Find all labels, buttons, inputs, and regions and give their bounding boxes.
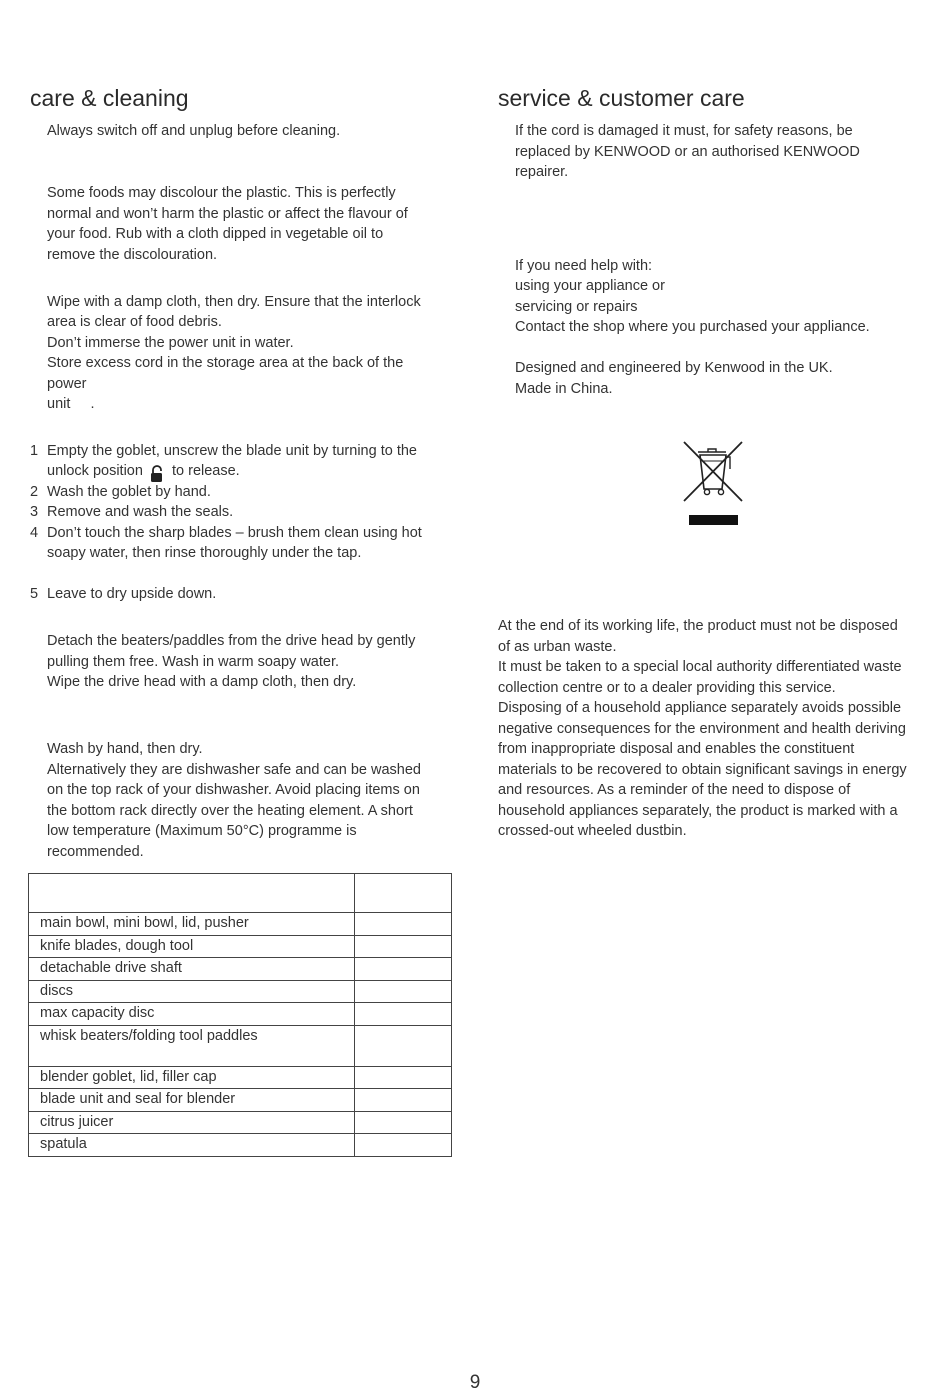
step-text: unlock position — [47, 463, 143, 479]
weee-line: crossed-out wheeled dustbin. — [498, 823, 687, 839]
step-number: 3 — [30, 504, 39, 520]
step-text: soapy water, then rinse thoroughly under the tap. — [47, 545, 362, 561]
table-header-row — [29, 874, 452, 913]
origin-line: Designed and engineered by Kenwood in the UK. — [515, 360, 833, 376]
table-row — [29, 1134, 452, 1157]
weee-line: from inappropriate disposal and enables the constituent — [498, 741, 855, 757]
other-parts-line: Wash by hand, then dry. — [47, 741, 203, 757]
table-row — [29, 1089, 452, 1112]
power-unit-line: power — [47, 376, 87, 392]
table-row — [29, 1111, 452, 1134]
cord-line: repairer. — [515, 164, 569, 180]
step-number: 1 — [30, 443, 39, 459]
table-cell — [355, 1066, 452, 1089]
step-text: Remove and wash the seals. — [47, 504, 234, 520]
crossed-out-wheeled-bin-icon — [680, 439, 746, 529]
weee-line: household appliances separately, the product is marked with a — [498, 803, 898, 819]
beaters-line: Wipe the drive head with a damp cloth, then dry. — [47, 674, 357, 690]
help-line: using your appliance or — [515, 278, 665, 294]
weee-line: and resources. As a reminder of the need to dispose of — [498, 782, 851, 798]
weee-line: collection centre or to a dealer providing this service. — [498, 680, 836, 696]
service-customer-care-heading: service & customer care — [498, 85, 745, 111]
unplug-instruction: Always switch off and unplug before cleaning. — [47, 123, 341, 139]
parts-table — [28, 873, 452, 1157]
unlock-padlock-icon — [150, 465, 164, 483]
help-line: Contact the shop where you purchased your appliance. — [515, 319, 870, 335]
step-text: Empty the goblet, unscrew the blade unit by turning to the — [47, 443, 417, 459]
table-cell — [355, 1089, 452, 1112]
weee-line: Disposing of a household appliance separately avoids possible — [498, 700, 902, 716]
weee-line: of as urban waste. — [498, 639, 617, 655]
discolour-line: Some foods may discolour the plastic. This is perfectly — [47, 185, 396, 201]
part-name: knife blades, dough tool — [29, 935, 355, 958]
discolour-line: your food. Rub with a cloth dipped in vegetable oil to — [47, 226, 384, 242]
beaters-line: Detach the beaters/paddles from the drive head by gently — [47, 633, 416, 649]
table-cell — [355, 935, 452, 958]
care-cleaning-heading: care & cleaning — [30, 85, 189, 111]
discolour-line: normal and won’t harm the plastic or affect the flavour of — [47, 206, 408, 222]
cord-line: If the cord is damaged it must, for safety reasons, be — [515, 123, 853, 139]
step-text: Leave to dry upside down. — [47, 586, 217, 602]
other-parts-line: low temperature (Maximum 50°C) programme is — [47, 823, 357, 839]
table-row — [29, 935, 452, 958]
table-header-cell — [29, 874, 355, 913]
part-name: blade unit and seal for blender — [29, 1089, 355, 1112]
part-name: discs — [29, 980, 355, 1003]
table-row — [29, 913, 452, 936]
part-name: spatula — [29, 1134, 355, 1157]
discolour-line: remove the discolouration. — [47, 247, 218, 263]
step-number: 2 — [30, 484, 39, 500]
table-row — [29, 980, 452, 1003]
beaters-line: pulling them free. Wash in warm soapy water. — [47, 654, 340, 670]
power-unit-line: Wipe with a damp cloth, then dry. Ensure that the interlock — [47, 294, 421, 310]
other-parts-line: on the top rack of your dishwasher. Avoid placing items on — [47, 782, 420, 798]
other-parts-line: the bottom rack directly over the heating element. A short — [47, 803, 413, 819]
part-name: main bowl, mini bowl, lid, pusher — [29, 913, 355, 936]
part-name: blender goblet, lid, filler cap — [29, 1066, 355, 1089]
help-line: If you need help with: — [515, 258, 653, 274]
weee-line: materials to be recovered to obtain significant savings in energy — [498, 762, 907, 778]
power-unit-line: Store excess cord in the storage area at the back of the — [47, 355, 404, 371]
origin-line: Made in China. — [515, 381, 613, 397]
table-cell — [355, 1111, 452, 1134]
table-row — [29, 958, 452, 981]
weee-line: At the end of its working life, the product must not be disposed — [498, 618, 898, 634]
other-parts-line: recommended. — [47, 844, 144, 860]
power-unit-line: Don’t immerse the power unit in water. — [47, 335, 294, 351]
step-number: 5 — [30, 586, 39, 602]
step-text: Don’t touch the sharp blades – brush them clean using hot — [47, 525, 422, 541]
part-name: max capacity disc — [29, 1003, 355, 1026]
table-row — [29, 1003, 452, 1026]
part-name: citrus juicer — [29, 1111, 355, 1134]
other-parts-line: Alternatively they are dishwasher safe and can be washed — [47, 762, 421, 778]
help-line: servicing or repairs — [515, 299, 638, 315]
table-cell — [355, 1003, 452, 1026]
table-cell — [355, 958, 452, 981]
weee-line: It must be taken to a special local authority differentiated waste — [498, 659, 902, 675]
table-cell — [355, 980, 452, 1003]
part-name: whisk beaters/folding tool paddles — [29, 1025, 355, 1066]
table-cell — [355, 1134, 452, 1157]
page-number: 9 — [469, 1372, 481, 1393]
power-unit-line: unit . — [47, 396, 95, 412]
weee-line: negative consequences for the environment and health deriving — [498, 721, 906, 737]
table-header-cell — [355, 874, 452, 913]
step-text: to release. — [172, 463, 240, 479]
step-text: Wash the goblet by hand. — [47, 484, 211, 500]
cord-line: replaced by KENWOOD or an authorised KENWOOD — [515, 144, 860, 160]
table-cell — [355, 913, 452, 936]
part-name: detachable drive shaft — [29, 958, 355, 981]
table-row — [29, 1066, 452, 1089]
table-row — [29, 1025, 452, 1066]
table-cell — [355, 1025, 452, 1066]
power-unit-line: area is clear of food debris. — [47, 314, 222, 330]
step-number: 4 — [30, 525, 39, 541]
